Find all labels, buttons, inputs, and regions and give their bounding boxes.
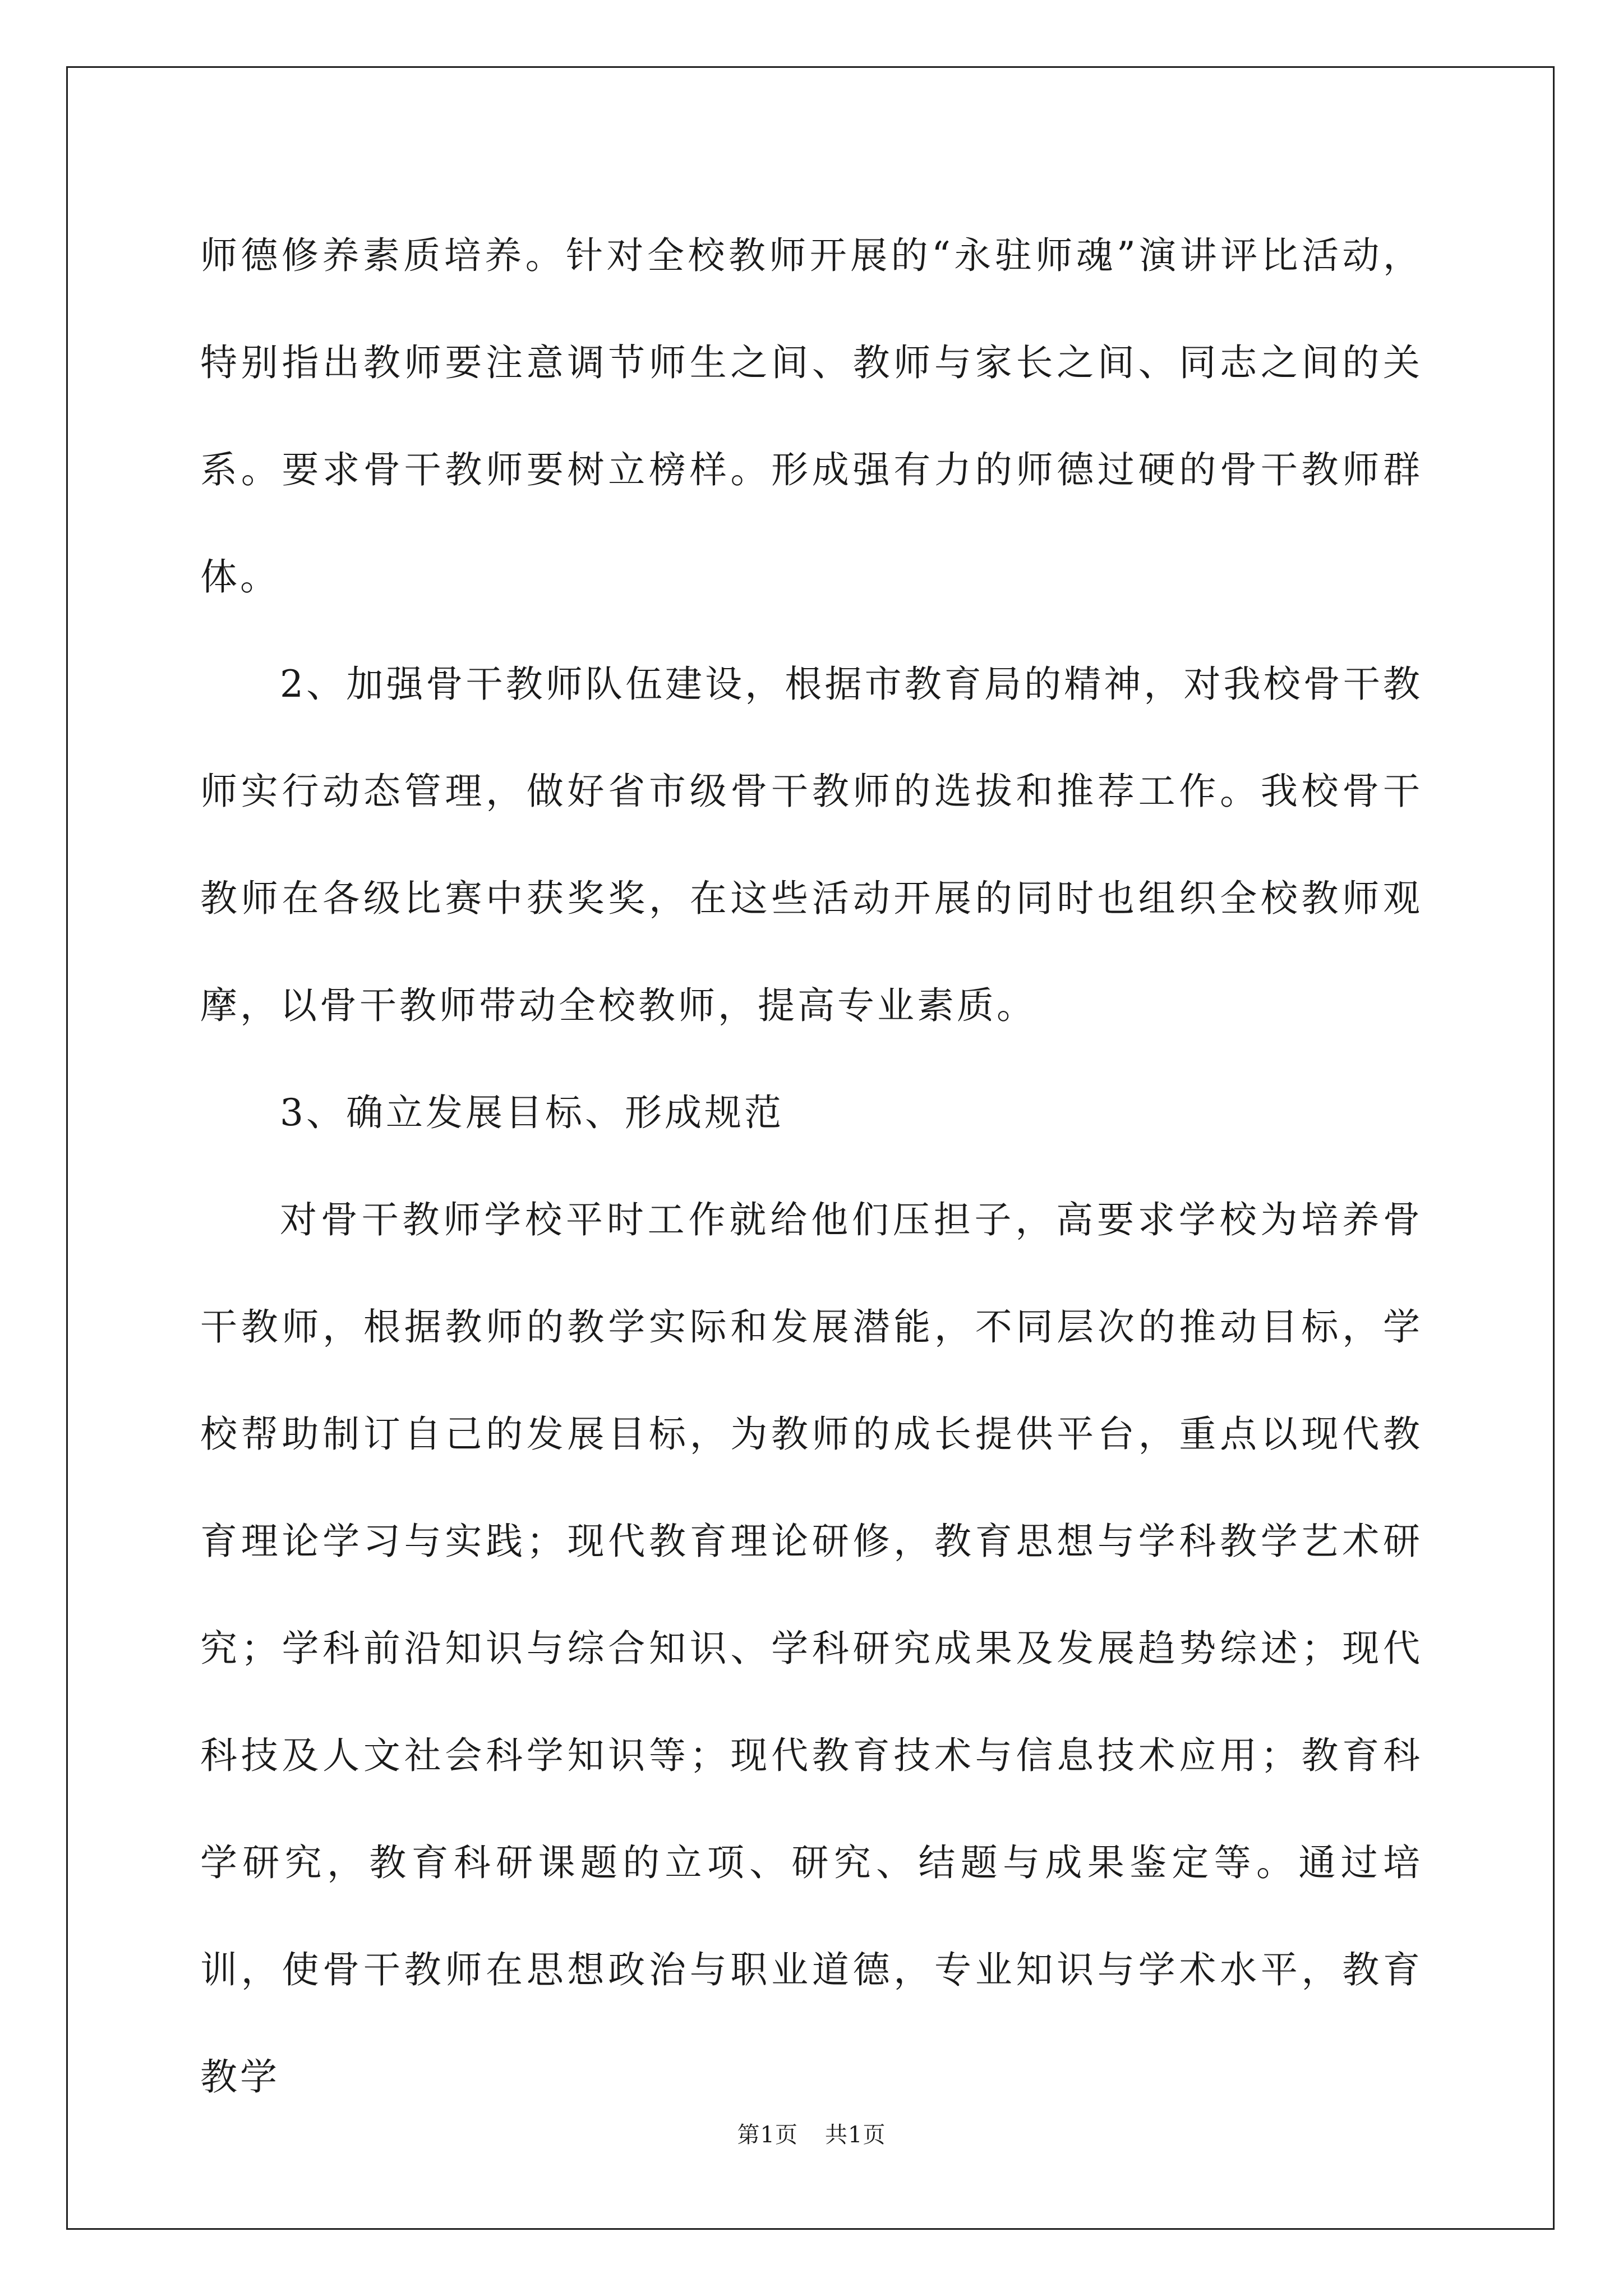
paragraph-4: 对骨干教师学校平时工作就给他们压担子，高要求学校为培养骨干教师，根据教师的教学实际和发展潜能，不同层次的推动目标，学校帮助制订自己的发展目标，为教师的成长提供平台，重点以现代教育理论学习与实践；现代教育理论研修，教育思想与学科教学艺术研究；学科前沿知识与综合知识、学科研究成果及发展趋势综述；现代科技及人文社会科学知识等；现代教育技术与信息技术应用；教育科学研究，教育科研课题的立项、研究、结题与成果鉴定等。通过培训，使骨干教师在思想政治与职业道德，专业知识与学术水平，教育教学: [200, 1198, 1423, 2099]
document-body: [200, 202, 1423, 2131]
page-footer: [0, 2119, 1623, 2151]
paragraph-1: 师德修养素质培养。针对全校教师开展的“永驻师魂”演讲评比活动，特别指出教师要注意调节师生之间、教师与家长之间、同志之间的关系。要求骨干教师要树立榜样。形成强有力的师德过硬的骨干教师群体。: [200, 234, 1423, 599]
page-count: 共1页: [825, 2122, 886, 2148]
paragraph-2: 2、加强骨干教师队伍建设，根据市教育局的精神，对我校骨干教师实行动态管理，做好省市级骨干教师的选拔和推荐工作。我校骨干教师在各级比赛中获奖奖，在这些活动开展的同时也组织全校教师观摩，以骨干教师带动全校教师，提高专业素质。: [200, 662, 1423, 1027]
paragraph-3-heading: 3、确立发展目标、形成规范: [280, 1091, 784, 1134]
page-number: 第1页: [737, 2122, 798, 2148]
